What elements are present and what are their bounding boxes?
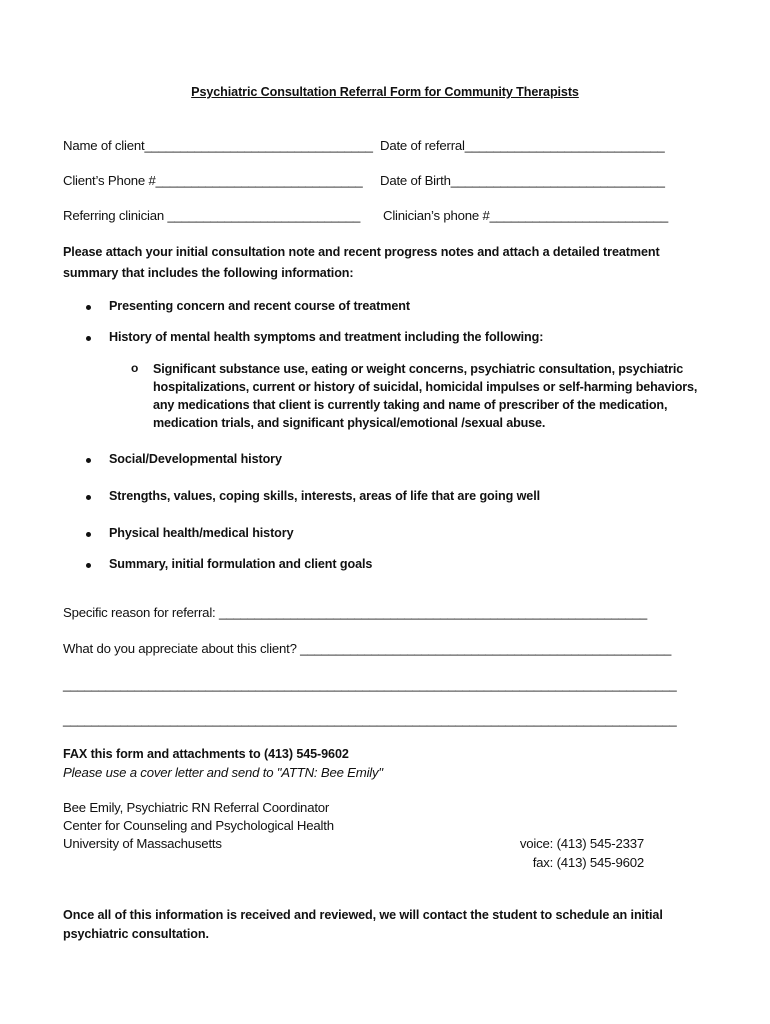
instructions-paragraph: Please attach your initial consultation note and recent progress notes and attach a detailed treatment summary that includes the following information: (63, 245, 660, 280)
bullet-social-developmental: Social/Developmental history (109, 452, 282, 466)
contact-voice: voice: (413) 545-2337 (519, 836, 644, 851)
bullet-icon (86, 305, 91, 310)
bullet-summary: Summary, initial formulation and client goals (109, 557, 373, 571)
contact-fax: fax: (413) 545-9602 (532, 855, 644, 870)
bullet-icon (86, 495, 91, 500)
bullet-strengths: Strengths, values, coping skills, interests, areas of life that are going well (109, 489, 541, 503)
date-of-birth-field[interactable]: Date of Birth______________________________ (380, 173, 665, 188)
bullet-icon (86, 336, 91, 341)
bullet-icon (86, 532, 91, 537)
form-title: Psychiatric Consultation Referral Form for Community Therapists (191, 85, 579, 99)
bullet-icon (86, 563, 91, 568)
contact-name: Bee Emily, Psychiatric RN Referral Coordinator (63, 800, 330, 815)
appreciate-field[interactable]: What do you appreciate about this client? ____________________________________________________ (63, 641, 672, 656)
clinicians-phone-field[interactable]: Clinician’s phone #_________________________ (383, 208, 669, 223)
clients-phone-field[interactable]: Client’s Phone #_____________________________ (63, 173, 363, 188)
contact-university: University of Massachusetts (63, 836, 222, 851)
blank-answer-line[interactable]: ______________________________________________________________________________________ (63, 712, 677, 727)
contact-center: Center for Counseling and Psychological Health (63, 818, 334, 833)
blank-answer-line[interactable]: ______________________________________________________________________________________ (63, 677, 677, 692)
referring-clinician-field[interactable]: Referring clinician ___________________________ (63, 208, 361, 223)
date-of-referral-field[interactable]: Date of referral____________________________ (380, 138, 665, 153)
bullet-mental-health-history: History of mental health symptoms and treatment including the following: (109, 330, 544, 344)
cover-letter-note: Please use a cover letter and send to "ATTN: Bee Emily" (63, 765, 383, 780)
sub-bullet-details: Significant substance use, eating or weight concerns, psychiatric consultation, psychiatric hospitalizations, current or history of suicidal, homicidal impulses or self-harming behaviors, any medications that client is currently taking and name of prescriber of the medication, medication trials, and significant physical/emotional /sexual abuse. (153, 362, 698, 430)
fax-number: (413) 545-9602 (264, 747, 349, 761)
hollow-bullet-icon: o (131, 361, 139, 375)
bullet-physical-health: Physical health/medical history (109, 526, 294, 540)
name-of-client-field[interactable]: Name of client________________________________ (63, 138, 373, 153)
bullet-icon (86, 458, 91, 463)
bullet-presenting-concern: Presenting concern and recent course of treatment (109, 299, 410, 313)
closing-paragraph: Once all of this information is received and reviewed, we will contact the student to schedule an initial psychiatric consultation. (63, 908, 663, 941)
fax-instruction-label: FAX this form and attachments to (63, 747, 261, 761)
fax-instruction (63, 747, 349, 761)
specific-reason-field[interactable]: Specific reason for referral: ____________________________________________________________ (63, 605, 648, 620)
